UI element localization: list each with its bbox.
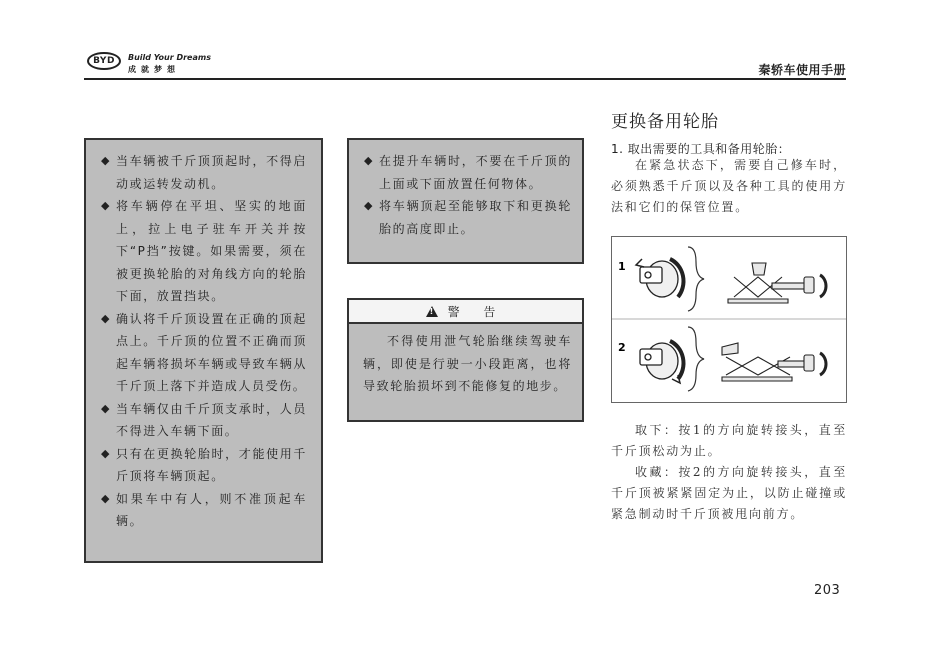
caution-list-middle xyxy=(365,150,572,240)
warning-triangle-icon xyxy=(426,306,438,317)
brand-logo-mark: BYD xyxy=(93,56,115,66)
page-number: 203 xyxy=(814,583,841,598)
brand-slogan-en: Build Your Dreams xyxy=(128,53,211,62)
header-divider xyxy=(84,78,846,80)
caution-item: ◆ 当车辆被千斤顶顶起时，不得启动或运转发动机。 xyxy=(102,150,307,195)
caution-item: ◆ 只有在更换轮胎时，才能使用千斤顶将车辆顶起。 xyxy=(102,443,307,488)
caution-item: ◆ 确认将千斤顶设置在正确的顶起点上。千斤顶的位置不正确而顶起车辆将损坏车辆或导致车辆从千斤顶上落下并造成人员受伤。 xyxy=(102,308,307,398)
caution-item: ◆ 在提升车辆时，不要在千斤顶的上面或下面放置任何物体。 xyxy=(365,150,572,195)
warning-heading: 警 告 xyxy=(447,304,506,319)
section-title: 更换备用轮胎 xyxy=(611,112,719,132)
rotate-loosen-icon xyxy=(636,259,683,297)
intro-paragraph: 在紧急状态下，需要自己修车时，必须熟悉千斤顶以及各种工具的使用方法和它们的保管位置。 xyxy=(611,158,847,214)
manual-title: 秦轿车使用手册 xyxy=(758,63,846,77)
remove-text: 取下：按1的方向旋转接头，直至千斤顶松动为止。 xyxy=(611,423,847,458)
caution-list-left xyxy=(102,150,307,533)
scissor-jack-icon xyxy=(728,263,826,303)
figure-label-1: 1 xyxy=(618,260,626,273)
caution-item: ◆ 如果车中有人，则不准顶起车辆。 xyxy=(102,488,307,533)
caution-item: ◆ 将车辆顶起至能够取下和更换轮胎的高度即止。 xyxy=(365,195,572,240)
caution-item: ◆ 当车辆仅由千斤顶支承时，人员不得进入车辆下面。 xyxy=(102,398,307,443)
step-subheading: 1. 取出需要的工具和备用轮胎： xyxy=(611,142,791,156)
brand-logo xyxy=(87,52,121,70)
caution-box-middle xyxy=(347,138,584,264)
warning-body: 不得使用泄气轮胎继续驾驶车辆，即使是行驶一小段距离，也将导致轮胎损坏到不能修复的地步。 xyxy=(363,334,572,393)
scissor-jack-stowed-icon xyxy=(722,343,826,381)
warning-box xyxy=(347,298,584,422)
store-paragraph xyxy=(611,462,847,525)
remove-paragraph xyxy=(611,420,847,462)
warning-heading-bar xyxy=(349,300,582,324)
brand-slogan-cn: 成就梦想 xyxy=(128,65,180,74)
rotate-tighten-icon xyxy=(640,341,683,383)
figure-label-2: 2 xyxy=(618,341,626,354)
caution-box-left xyxy=(84,138,323,563)
jack-figure xyxy=(611,236,847,403)
store-text: 收藏：按2的方向旋转接头，直至千斤顶被紧紧固定为止，以防止碰撞或紧急制动时千斤顶被甩向前方。 xyxy=(611,465,847,521)
jack-illustration xyxy=(612,237,846,402)
caution-item: ◆ 将车辆停在平坦、坚实的地面上，拉上电子驻车开关并按下“P挡”按键。如果需要，须在被更换轮胎的对角线方向的轮胎下面，放置挡块。 xyxy=(102,195,307,308)
